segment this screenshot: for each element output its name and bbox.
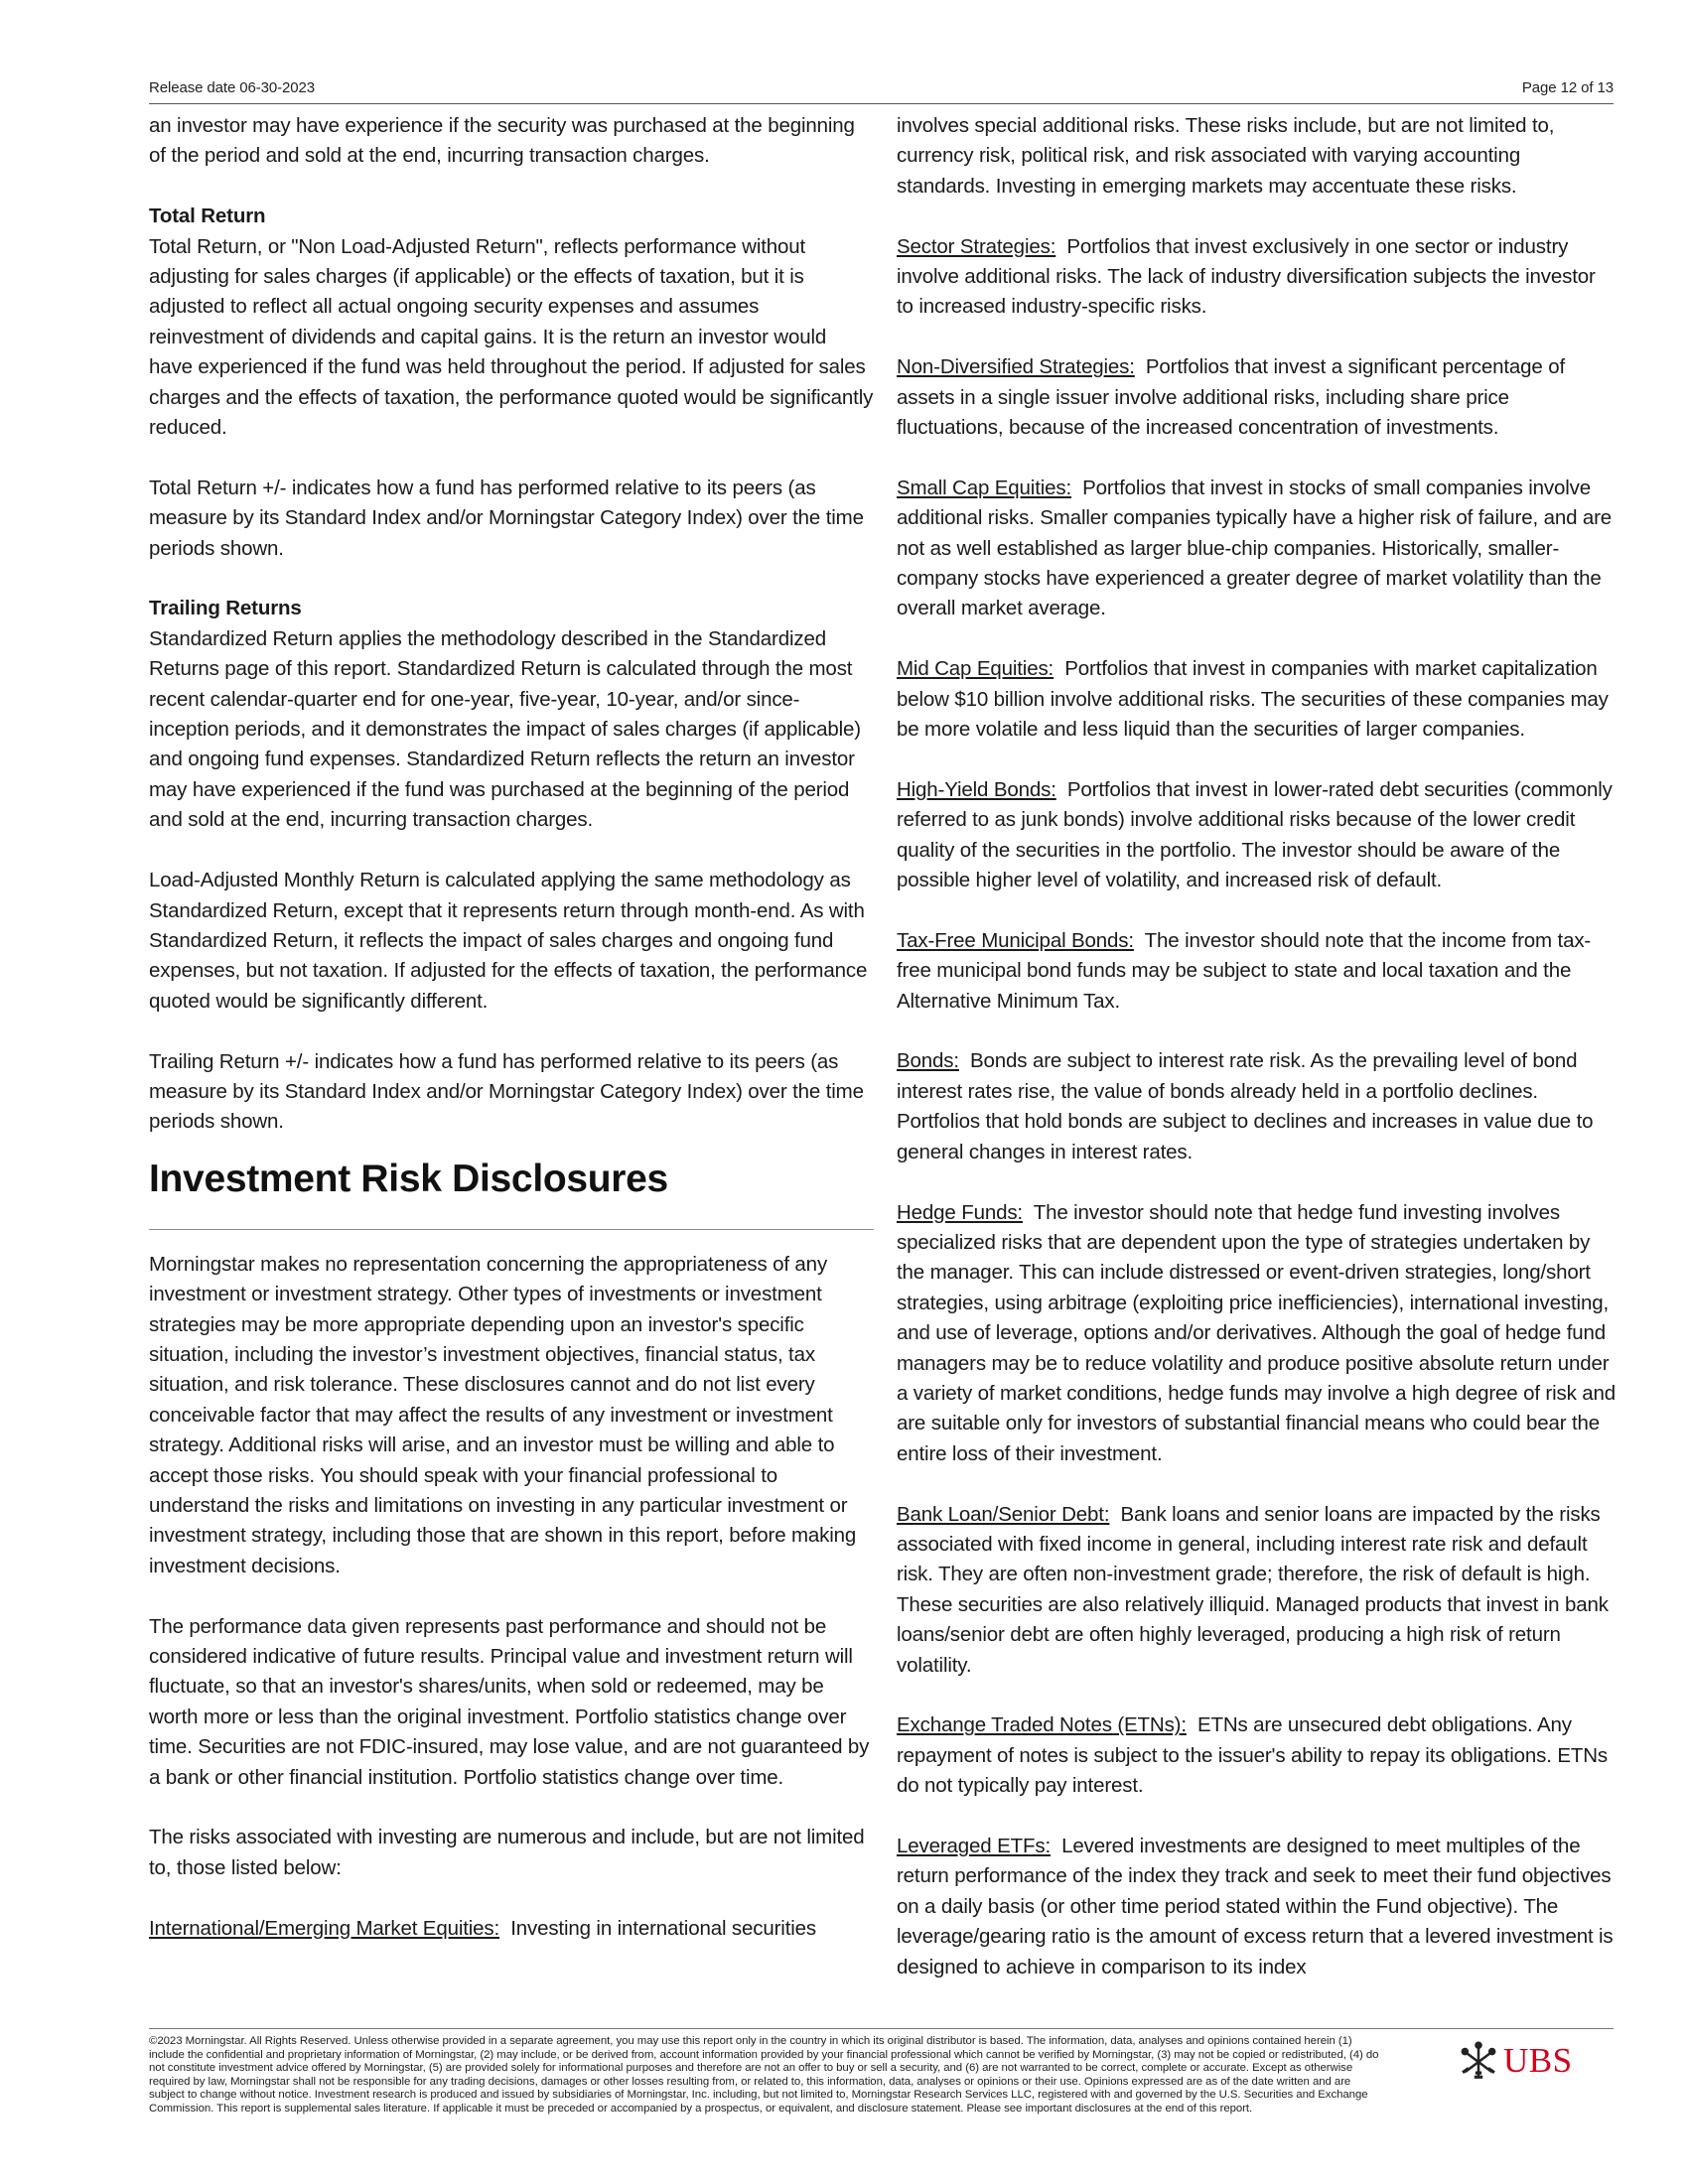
risk-item-label: Mid Cap Equities:	[897, 657, 1055, 681]
international-risk-label: International/Emerging Market Equities:	[149, 1916, 500, 1940]
risk-item-text: ETNs are unsecured debt obligations. Any repayment of notes is subject to the issuer's ability to repay its obligations. ETNs do not typically pay interest.	[897, 1713, 1608, 1798]
section-divider	[149, 1229, 874, 1230]
risk-item-label: Small Cap Equities:	[897, 476, 1072, 499]
risk-item-label: Hedge Funds:	[897, 1200, 1023, 1224]
risk-item-label: Tax-Free Municipal Bonds:	[897, 928, 1134, 952]
international-risk-text: Investing in international securities	[510, 1916, 817, 1940]
page-number: Page 12 of 13	[1521, 79, 1614, 96]
trailing-returns-paragraph-1: Standardized Return applies the methodology described in the Standardized Returns page of this report. Standardized Return is calculated through the most recent calendar-quarter end for one-year, five-year, 10-year, and/or since-inception periods, and it demonstrates the impact of sales charges (if applicable) and ongoing fund expenses. Standardized Return reflects the return an investor may have experienced if the fund was purchased at the beginning of the period and sold at the end, incurring transaction charges.	[149, 626, 861, 832]
trailing-returns-heading: Trailing Returns	[149, 597, 302, 620]
section-title: Investment Risk Disclosures	[149, 1157, 668, 1200]
international-risk-continuation: involves special additional risks. These risks include, but are not limited to, currency risk, political risk, and risk associated with varying accounting standards. Investing in emerging markets may accentuate these risks.	[897, 114, 1555, 198]
release-date: Release date 06-30-2023	[149, 79, 315, 96]
ubs-logo	[1458, 2035, 1587, 2087]
risk-paragraph-1: Morningstar makes no representation concerning the appropriateness of any investment or investment strategy. Other types of investments or investment strategies may be more appropriate depending upon an investor's specific situation, including the investor’s investment objectives, financial status, tax situation, and risk tolerance. These disclosures cannot and do not list every conceivable factor that may affect the results of any investment or investment strategy. Additional risks will arise, and an investor must be willing and able to accept those risks. You should speak with your financial professional to understand the risks and limitations on investing in any particular investment or investment strategy, including those that are shown in this report, before making investment decisions.	[149, 1252, 857, 1577]
risk-item-bank-loan	[897, 1500, 1617, 1681]
page-header	[149, 77, 1614, 104]
footer-divider	[149, 2028, 1614, 2029]
risk-item-label: High-Yield Bonds:	[897, 777, 1056, 801]
risk-item-text: Portfolios that invest a significant percentage of assets in a single issuer involve additional risks, including share price fluctuations, because of the increased concentration of investments.	[897, 355, 1565, 440]
risk-paragraph-3: The risks associated with investing are numerous and include, but are not limited to, those listed below:	[149, 1826, 865, 1879]
risk-item-high-yield	[897, 775, 1617, 896]
risk-item-label: Bonds:	[897, 1049, 959, 1073]
total-return-paragraph-2: Total Return +/- indicates how a fund has performed relative to its peers (as measure by its Standard Index and/or Morningstar Category Index) over the time periods shown.	[149, 476, 864, 560]
ubs-logo-text: UBS	[1503, 2041, 1573, 2080]
risk-item-label: Exchange Traded Notes (ETNs):	[897, 1713, 1187, 1737]
total-return-heading: Total Return	[149, 205, 266, 228]
risk-item-text: Portfolios that invest exclusively in one sector or industry involve additional risks. The lack of industry diversification subjects the investor to increased industry-specific risks.	[897, 234, 1596, 319]
international-risk-item	[149, 1914, 874, 1944]
risk-item-text: Portfolios that invest in companies with market capitalization below $10 billion involve additional risks. The securities of these companies may be more volatile and less liquid than the securities of larger companies.	[897, 657, 1609, 742]
risk-item-bonds	[897, 1046, 1617, 1167]
trailing-returns-paragraph-2: Load-Adjusted Monthly Return is calculated applying the same methodology as Standardized Return, except that it represents return through month-end. As with Standardized Return, it reflects the impact of sales charges and ongoing fund expenses, but not taxation. If adjusted for the effects of taxation, the performance quoted would be significantly different.	[149, 869, 868, 1013]
risk-item-mid-cap	[897, 654, 1617, 745]
right-column	[897, 111, 1617, 1982]
left-column	[149, 111, 874, 1944]
risk-item-text: Portfolios that invest in stocks of small companies involve additional risks. Smaller companies typically have a higher risk of failure, and are not as well established as larger blue-chip companies. Historically, smaller-company stocks have experienced a greater degree of market volatility than the overall market average.	[897, 476, 1613, 620]
risk-item-small-cap	[897, 474, 1617, 624]
total-return-paragraph-1: Total Return, or "Non Load-Adjusted Return", reflects performance without adjusting for sales charges (if applicable) or the effects of taxation, but it is adjusted to reflect all actual ongoing security expenses and assumes reinvestment of dividends and capital gains. It is the return an investor would have experienced if the fund was held throughout the period. If adjusted for sales charges and the effects of taxation, the performance quoted would be significantly reduced.	[149, 234, 874, 440]
risk-item-label: Leveraged ETFs:	[897, 1834, 1051, 1857]
risk-item-hedge-funds	[897, 1198, 1617, 1470]
intro-continuation: an investor may have experience if the security was purchased at the beginning of the period and sold at the end, incurring transaction charges.	[149, 114, 855, 168]
risk-item-text: Bank loans and senior loans are impacted by the risks associated with fixed income in general, including interest rate risk and default risk. They are often non-investment grade; therefore, the risk of default is high. These securities are also relatively illiquid. Managed products that invest in bank loans/senior debt are often highly leveraged, producing a high risk of return volatility.	[897, 1502, 1609, 1677]
risk-item-tax-free-municipal	[897, 926, 1617, 1017]
footer-disclaimer: ©2023 Morningstar. All Rights Reserved. Unless otherwise provided in a separate agreement, you may use this report only in the country in which its original distributor is based. The information, data, analyses and opinions contained herein (1) include the confidential and proprietary information of Morningstar, (2) may include, or be derived from, account information provided by your financial professional which cannot be verified by Morningstar, (3) may not be copied or redistributed, (4) do not constitute investment advice offered by Morningstar, (5) are provided solely for informational purposes and therefore are not an offer to buy or sell a security, and (6) are not warranted to be correct, complete or accurate. Except as otherwise required by law, Morningstar shall not be responsible for any trading decisions, damages or other losses resulting from, or related to, this information, data, analyses or opinions or their use. Opinions expressed are as of the date written and are subject to change without notice. Investment research is produced and issued by subsidiaries of Morningstar, Inc. including, but not limited to, Morningstar Research Services LLC, registered with and governed by the U.S. Securities and Exchange Commission. This report is supplemental sales literature. If applicable it must be preceded or accompanied by a prospectus, or equivalent, and disclosure statement. Please see important disclosures at the end of this report.	[149, 2035, 1379, 2115]
risk-item-label: Non-Diversified Strategies:	[897, 355, 1135, 379]
risk-item-sector	[897, 232, 1617, 323]
risk-paragraph-2: The performance data given represents past performance and should not be considered indicative of future results. Principal value and investment return will fluctuate, so that an investor's shares/units, when sold or redeemed, may be worth more or less than the original investment. Portfolio statistics change over time. Securities are not FDIC-insured, may lose value, and are not guaranteed by a bank or other financial institution. Portfolio statistics change over time.	[149, 1614, 870, 1789]
risk-item-label: Sector Strategies:	[897, 234, 1056, 258]
risk-item-text: The investor should note that hedge fund investing involves specialized risks that are dependent upon the type of strategies undertaken by the manager. This can include distressed or event-driven strategies, long/short strategies, using arbitrage (exploiting price inefficiencies), international investing, and use of leverage, options and/or derivatives. Although the goal of hedge fund managers may be to reduce volatility and produce positive absolute return under a variety of market conditions, hedge funds may involve a high degree of risk and are suitable only for investors of substantial financial means who could bear the entire loss of their investment.	[897, 1200, 1616, 1465]
risk-item-text: Bonds are subject to interest rate risk. As the prevailing level of bond interest rates rise, the value of bonds already held in a portfolio declines. Portfolios that hold bonds are subject to declines and increases in value due to general changes in interest rates.	[897, 1049, 1594, 1163]
risk-item-text: Portfolios that invest in lower-rated debt securities (commonly referred to as junk bonds) involve additional risks because of the lower credit quality of the securities in the portfolio. The investor should be aware of the possible higher level of volatility, and increased risk of default.	[897, 777, 1613, 892]
trailing-returns-paragraph-3: Trailing Return +/- indicates how a fund has performed relative to its peers (as measure by its Standard Index and/or Morningstar Category Index) over the time periods shown.	[149, 1049, 864, 1134]
risk-item-text: The investor should note that the income from tax-free municipal bond funds may be subject to state and local taxation and the Alternative Minimum Tax.	[897, 928, 1592, 1013]
risk-item-label: Bank Loan/Senior Debt:	[897, 1502, 1110, 1526]
risk-item-leveraged-etfs	[897, 1832, 1617, 1982]
risk-item-text: Levered investments are designed to meet multiples of the return performance of the index they track and seek to meet their fund objectives on a daily basis (or other time period stated within the Fund objective). The leverage/gearing ratio is the amount of excess return that a levered investment is designed to achieve in comparison to its index	[897, 1834, 1614, 1979]
risk-item-non-diversified	[897, 352, 1617, 443]
ubs-keys-icon	[1458, 2040, 1499, 2082]
risk-item-etns	[897, 1710, 1617, 1801]
